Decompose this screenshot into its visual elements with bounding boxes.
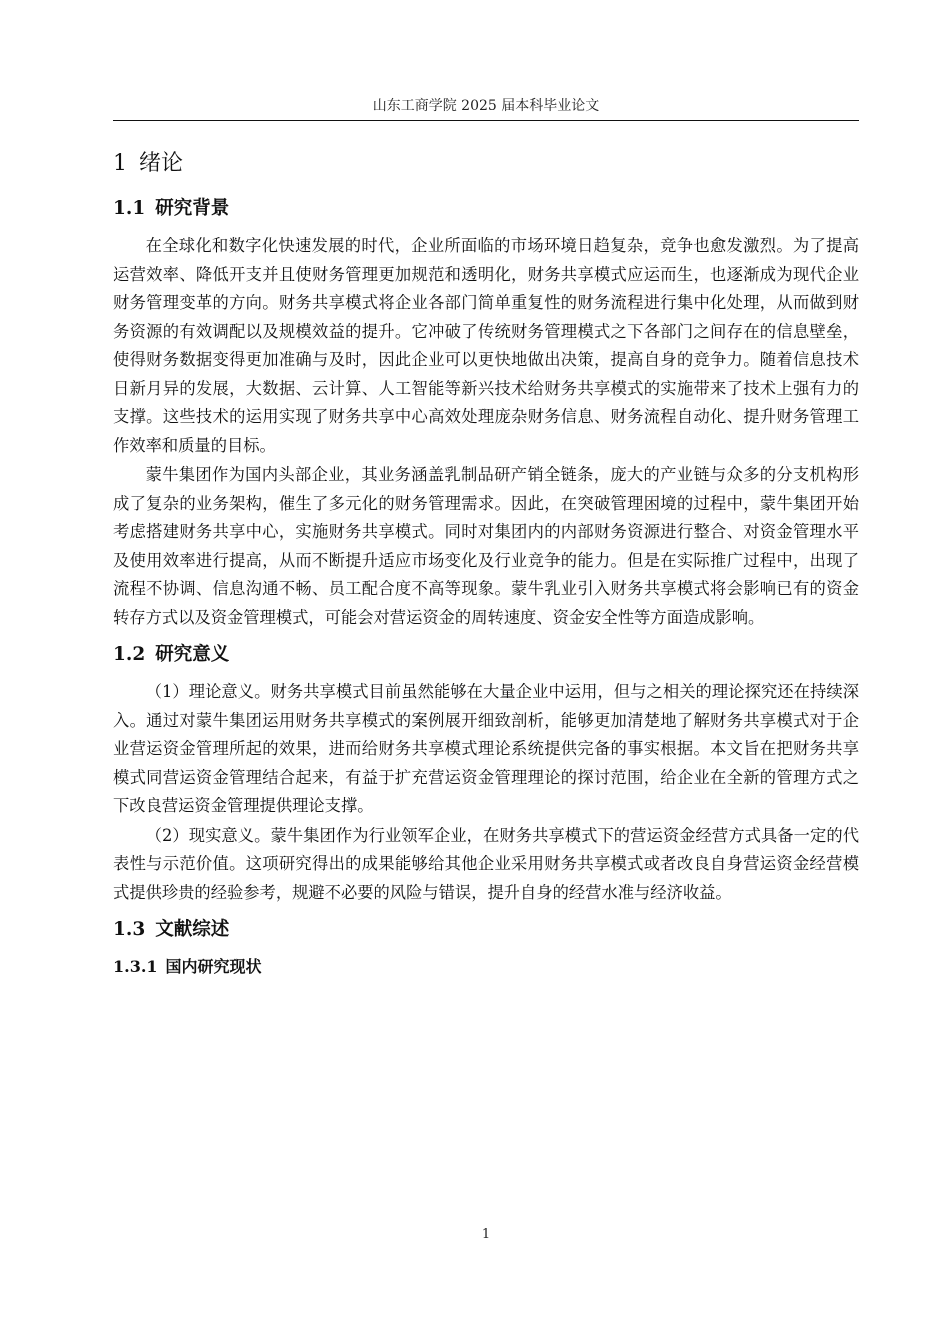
- chapter-number: 1: [113, 151, 127, 176]
- chapter-title: 绪论: [139, 151, 184, 176]
- running-header: [113, 96, 859, 116]
- section-number: 1.2: [113, 644, 146, 665]
- section-title: 文献综述: [155, 919, 230, 940]
- page-body: [113, 148, 859, 981]
- subsection-title: 国内研究现状: [165, 957, 262, 976]
- header-divider: [113, 120, 859, 121]
- section-number: 1.1: [113, 198, 146, 219]
- section-number: 1.3: [113, 919, 146, 940]
- section-heading-literature: [113, 915, 859, 945]
- paragraph: 在全球化和数字化快速发展的时代，企业所面临的市场环境日趋复杂，竞争也愈发激烈。为了提高运营效率、降低开支并且使财务管理更加规范和透明化，财务共享模式应运而生，也逐渐成为现代企业财务管理变革的方向。财务共享模式将企业各部门简单重复性的财务流程进行集中化处理，从而做到财务资源的有效调配以及规模效益的提升。它冲破了传统财务管理模式之下各部门之间存在的信息壁垒，使得财务数据变得更加准确与及时，因此企业可以更快地做出决策，提高自身的竞争力。随着信息技术日新月异的发展，大数据、云计算、人工智能等新兴技术给财务共享模式的实施带来了技术上强有力的支撑。这些技术的运用实现了财务共享中心高效处理庞杂财务信息、财务流程自动化、提升财务管理工作效率和质量的目标。: [113, 236, 859, 455]
- paragraph: 蒙牛集团作为国内头部企业，其业务涵盖乳制品研产销全链条，庞大的产业链与众多的分支机构形成了复杂的业务架构，催生了多元化的财务管理需求。因此，在突破管理困境的过程中，蒙牛集团开始考虑搭建财务共享中心，实施财务共享模式。同时对集团内的内部财务资源进行整合、对资金管理水平及使用效率进行提高，从而不断提升适应市场变化及行业竞争的能力。但是在实际推广过程中，出现了流程不协调、信息沟通不畅、员工配合度不高等现象。蒙牛乳业引入财务共享模式将会影响已有的资金转存方式以及资金管理模式，可能会对营运资金的周转速度、资金安全性等方面造成影响。: [113, 465, 859, 627]
- subsection-heading-domestic-research: [113, 953, 859, 981]
- page-number: [113, 1226, 859, 1244]
- running-header-title: 山东工商学院 2025 届本科毕业论文: [372, 98, 600, 114]
- section-title: 研究意义: [155, 644, 230, 665]
- chapter-heading: [113, 148, 859, 180]
- subsection-number: 1.3.1: [113, 957, 158, 976]
- section-heading-significance: [113, 640, 859, 670]
- paragraph: （1）理论意义。财务共享模式目前虽然能够在大量企业中运用，但与之相关的理论探究还在持续深入。通过对蒙牛集团运用财务共享模式的案例展开细致剖析，能够更加清楚地了解财务共享模式对于企业营运资金管理所起的效果，进而给财务共享模式理论系统提供完备的事实根据。本文旨在把财务共享模式同营运资金管理结合起来，有益于扩充营运资金管理理论的探讨范围，给企业在全新的管理方式之下改良营运资金管理提供理论支撑。: [113, 682, 859, 815]
- paragraph: （2）现实意义。蒙牛集团作为行业领军企业，在财务共享模式下的营运资金经营方式具备一定的代表性与示范价值。这项研究得出的成果能够给其他企业采用财务共享模式或者改良自身营运资金经营模式提供珍贵的经验参考，规避不必要的风险与错误，提升自身的经营水准与经济收益。: [113, 825, 859, 902]
- section-title: 研究背景: [155, 198, 230, 219]
- page-number-value: 1: [481, 1227, 491, 1242]
- section-heading-background: [113, 194, 859, 224]
